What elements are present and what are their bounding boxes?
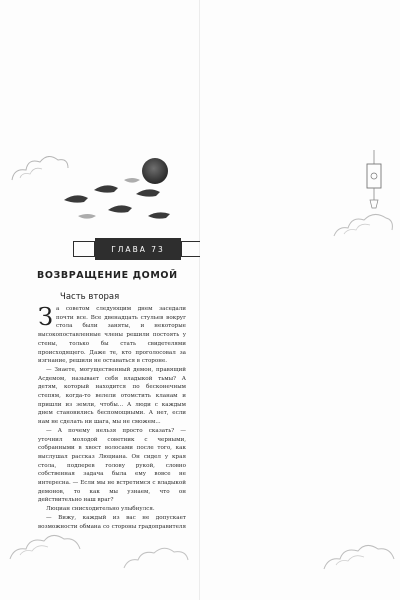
koi-fish-illustration-icon: [58, 172, 178, 232]
chapter-title: ВОЗВРАЩЕНИЕ ДОМОЙ: [37, 270, 178, 281]
cloud-ornament-bottom-left-icon: [6, 525, 86, 565]
cloud-ornament-bottom-center-icon: [120, 540, 192, 574]
chapter-label: ГЛАВА 73: [95, 238, 181, 260]
paragraph: — Знаете, могущественный демон, правящий Асдемом, называет себя владыкой тьмы? А детям, который находится по бесконечным степям, когда-то велели отомстить кланам и пришли из земли, чтобы... А люди с каждым днем становились беспомощными. А нет, если нам не сделать ни шага, мы не сможем...: [38, 366, 186, 426]
left-page-body: [38, 305, 186, 530]
paragraph: — Вижу, каждый из вас не допускает возможности обмана со стороны градоправителя: [38, 514, 186, 530]
chapter-plate-ornament-left: [73, 241, 95, 257]
first-paragraph-text: а советом следующим днем заседали почти все. Все двенадцать стульев вокруг стола были заняты, и некоторые высокопоставленные члены решили постоять у стены, только бы стать свидетелями происходящего. Даже те, кто проголосовал за изгнание, решили не оставаться в стороне.: [38, 306, 186, 365]
paragraph: Люциан снисходительно улыбнулся.: [46, 506, 155, 513]
paragraph: — А почему нельзя просто сказать? — уточнил молодой советник с черными, собранными в хвост волосами после того, как выслушал рассказ Люциана. Он сидел у края стола, подперев голову рукой, словно собственная задача была ему вовсе не интересна. — Если мы не встретимся с владыкой демонов, то как мы узнаем, что он действительно наш враг?: [38, 427, 186, 504]
cloud-ornament-bottom-right-icon: [320, 535, 398, 575]
right-page: [200, 0, 400, 600]
drop-cap: З: [38, 305, 53, 331]
cloud-ornament-top-right-icon: [330, 206, 396, 242]
chapter-subtitle: Часть вторая: [60, 292, 120, 302]
first-paragraph: [38, 305, 186, 366]
